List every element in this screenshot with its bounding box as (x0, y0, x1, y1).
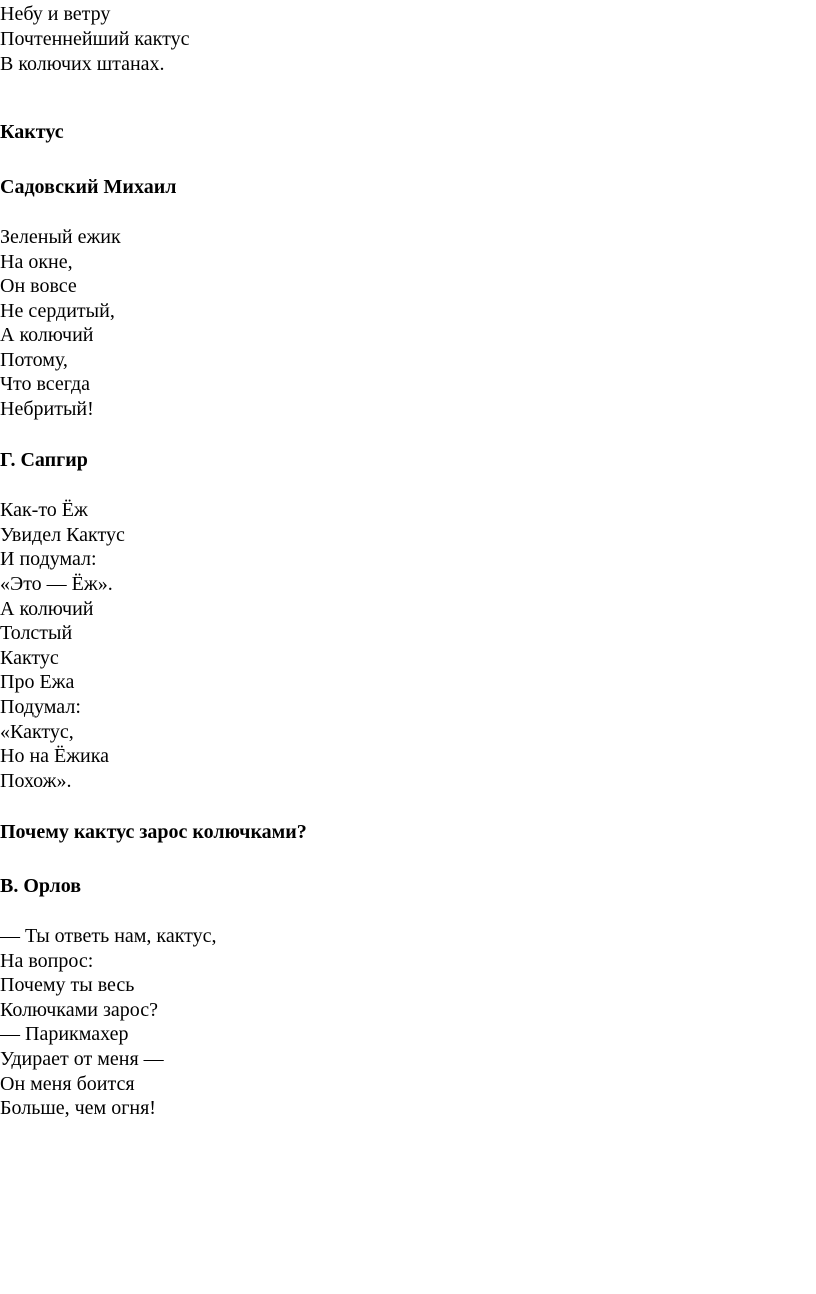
poem-2-line: И подумал: (0, 548, 97, 570)
poem-1-line: Он вовсе (0, 275, 77, 297)
poem-2-line: А колючий (0, 598, 94, 620)
poem-1-line: Не сердитый, (0, 300, 115, 322)
poem-intro-line: Почтеннейший кактус (0, 28, 190, 50)
poem-3-line: Он меня боится (0, 1073, 135, 1095)
poem-1-line: На окне, (0, 251, 73, 273)
poem-2-line: «Кактус, (0, 721, 74, 743)
poem-1-line: Небритый! (0, 398, 94, 420)
poem-2-line: Увидел Кактус (0, 524, 125, 546)
poem-intro-line: Небу и ветру (0, 3, 111, 25)
poem-2-line: Но на Ёжика (0, 745, 110, 767)
poem-1-title: Кактус (0, 121, 64, 143)
poem-1-line: А колючий (0, 324, 94, 346)
poem-2-line: Как-то Ёж (0, 499, 88, 521)
poem-3-line: — Парикмахер (0, 1023, 129, 1045)
poem-1-author: Садовский Михаил (0, 176, 177, 198)
poem-3-author: В. Орлов (0, 875, 82, 897)
poem-1-line: Потому, (0, 349, 68, 371)
poem-2-line: «Это — Ёж». (0, 573, 113, 595)
poem-2-line: Подумал: (0, 696, 81, 718)
poem-3-line: Колючками зарос? (0, 999, 158, 1021)
poem-3-title: Почему кактус зарос колючками? (0, 821, 307, 843)
poem-3-line: Больше, чем огня! (0, 1097, 156, 1119)
poem-3-line: Удирает от меня — (0, 1048, 164, 1070)
poem-intro-line: В колючих штанах. (0, 53, 165, 75)
poem-1-line: Зеленый ежик (0, 226, 121, 248)
poem-2-line: Похож». (0, 770, 72, 792)
poem-3-line: — Ты ответь нам, кактус, (0, 925, 217, 947)
poem-3-line: Почему ты весь (0, 974, 135, 996)
poem-2-line: Кактус (0, 647, 59, 669)
poem-1-line: Что всегда (0, 373, 91, 395)
poem-2-line: Толстый (0, 622, 73, 644)
poem-2-author: Г. Сапгир (0, 449, 88, 471)
poem-2-line: Про Ежа (0, 671, 75, 693)
poem-3-line: На вопрос: (0, 950, 94, 972)
